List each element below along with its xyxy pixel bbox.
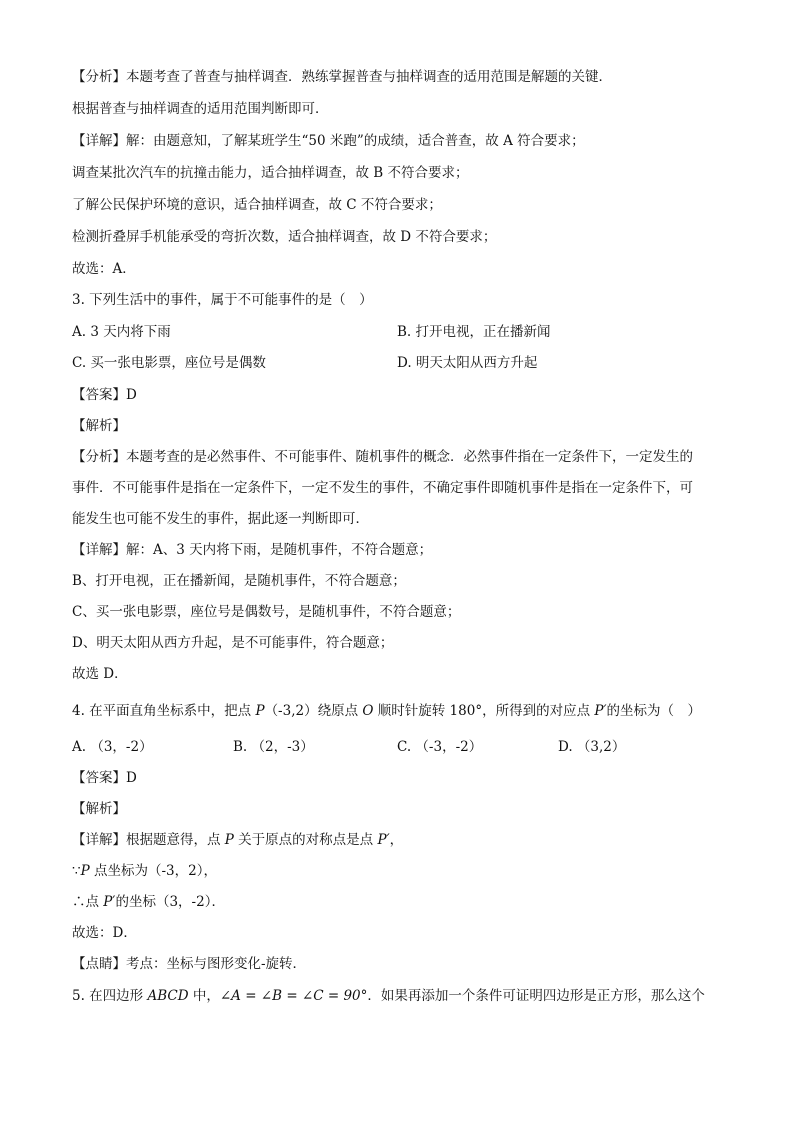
question-5-stem [72, 987, 705, 1005]
q3-answer: 【答案】D [72, 387, 137, 403]
q4-detail-text: 关于原点的对称点是点 [233, 832, 378, 848]
q4-point-p: P [224, 832, 234, 848]
q4-comment: 【点睛】考点：坐标与图形变化-旋转． [72, 956, 307, 972]
q4-stem-text: 顺时针旋转 180°，所得到的对应点 [373, 703, 595, 719]
text-line: 根据普查与抽样调查的适用范围判断即可． [72, 101, 329, 117]
q5-angle-condition: ∠A = ∠B = ∠C = 90° [219, 988, 368, 1004]
q3-analysis-line: 【分析】本题考查的是必然事件、不可能事件、随机事件的概念．必然事件指在一定条件下，一定发生的 [72, 449, 693, 465]
q3-option-a: A. 3 天内将下雨 [72, 324, 171, 340]
question-3-stem: 3. 下列生活中的事件，属于不可能事件的是（ ） [72, 292, 373, 308]
q5-stem-text: 5. 在四边形 [72, 988, 148, 1004]
text-line: 【详解】解：由题意知，了解某班学生“50 米跑”的成绩，适合普查，故 A 符合要求； [72, 133, 585, 149]
q4-conclusion: 故选：D． [72, 925, 137, 941]
q3-detail-line: C、买一张电影票，座位号是偶数号，是随机事件，不符合题意； [72, 604, 461, 620]
q5-stem-text: 中， [188, 988, 220, 1004]
because-symbol: ∵ [72, 863, 81, 879]
q4-therefore-line [72, 893, 225, 911]
q4-option-b: B. （2，-3） [233, 739, 314, 755]
q3-detail-line: 故选 D． [72, 666, 128, 682]
q4-point-p-prime: P′ [594, 703, 607, 719]
q3-option-d: D. 明天太阳从西方升起 [397, 355, 538, 371]
text-line: 【分析】本题考查了普查与抽样调查．熟练掌握普查与抽样调查的适用范围是解题的关键． [72, 69, 612, 85]
q4-detail-text: 【详解】根据题意得，点 [72, 832, 225, 848]
text-line: 检测折叠屏手机能承受的弯折次数，适合抽样调查，故 D 不符合要求； [72, 229, 497, 245]
q5-quadrilateral-name: ABCD [147, 988, 189, 1004]
q4-stem-text: 的坐标为（ ） [606, 703, 702, 719]
question-4-stem [72, 702, 701, 720]
q4-point-p: P [103, 894, 113, 910]
q4-option-d: D. （3,2） [558, 739, 626, 755]
q4-analysis-heading: 【解析】 [72, 801, 126, 817]
q4-stem-text: （-3,2）绕原点 [264, 703, 363, 719]
q4-point-p: P [80, 863, 90, 879]
therefore-text: ∴点 [72, 894, 104, 910]
q4-option-a: A. （3，-2） [72, 739, 153, 755]
q4-detail-text: ′的坐标（3，-2）． [112, 894, 225, 910]
text-line: 了解公民保护环境的意识，适合抽样调查，故 C 不符合要求； [72, 197, 442, 213]
q3-detail-line: B、打开电视，正在播新闻，是随机事件，不符合题意； [72, 573, 406, 589]
q4-detail-text: ， [389, 832, 404, 848]
q4-point-p: P [255, 703, 265, 719]
text-line: 调查某批次汽车的抗撞击能力，适合抽样调查，故 B 不符合要求； [72, 165, 469, 181]
q4-point-o: O [362, 703, 374, 719]
q4-answer: 【答案】D [72, 770, 137, 786]
q4-detail-line [72, 831, 403, 849]
q3-analysis-heading: 【解析】 [72, 418, 126, 434]
q3-detail-line: D、明天太阳从西方升起，是不可能事件，符合题意； [72, 635, 394, 651]
q5-stem-text: ．如果再添加一个条件可证明四边形是正方形，那么这个 [367, 988, 705, 1004]
q3-analysis-line: 能发生也可能不发生的事件，据此逐一判断即可． [72, 511, 369, 527]
text-line: 故选：A． [72, 261, 136, 277]
q3-analysis-line: 事件．不可能事件是指在一定条件下，一定不发生的事件，不确定事件即随机事件是指在一定条件下，可 [72, 480, 693, 496]
q4-option-c: C. （-3，-2） [397, 739, 483, 755]
q4-stem-text: 4. 在平面直角坐标系中，把点 [72, 703, 256, 719]
q3-option-b: B. 打开电视，正在播新闻 [397, 324, 551, 340]
q4-since-line [72, 862, 217, 880]
q3-detail-line: 【详解】解：A、3 天内将下雨，是随机事件，不符合题意； [72, 542, 433, 558]
q4-detail-text: 点坐标为（-3，2）， [89, 863, 217, 879]
q3-option-c: C. 买一张电影票，座位号是偶数 [72, 355, 266, 371]
q4-point-p-prime: P′ [377, 832, 390, 848]
